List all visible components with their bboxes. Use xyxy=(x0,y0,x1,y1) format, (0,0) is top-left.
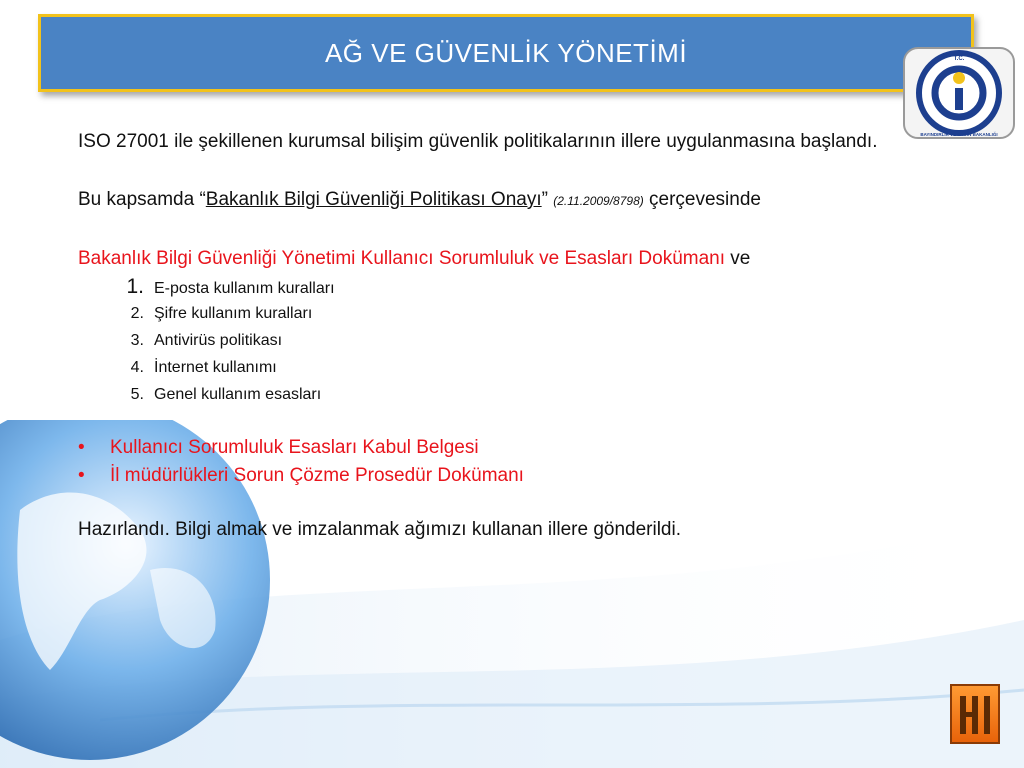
logo-top-text: T.C. xyxy=(953,56,965,62)
list-number: 5. xyxy=(130,386,144,403)
logo-ring-text: BAYINDIRLIK VE İSKAN BAKANLIĞI xyxy=(920,132,998,137)
list-item xyxy=(78,381,938,408)
list-label: Antivirüs politikası xyxy=(154,332,283,349)
scope-prefix: Bu kapsamda “ xyxy=(78,189,206,210)
document-line xyxy=(78,245,938,273)
bullet-text: Kullanıcı Sorumluluk Esasları Kabul Belgesi xyxy=(110,437,479,458)
corner-logo-icon xyxy=(952,686,998,742)
bullet-icon: • xyxy=(78,465,85,486)
bullet-item xyxy=(78,434,938,462)
list-item xyxy=(78,273,938,300)
document-title: Bakanlık Bilgi Güvenliği Yönetimi Kullanıcı Sorumluluk ve Esasları Dokümanı xyxy=(78,248,726,269)
list-label: E-posta kullanım kuralları xyxy=(154,280,335,297)
list-label: Şifre kullanım kuralları xyxy=(154,305,313,322)
document-suffix: ve xyxy=(725,248,751,269)
closing-text: Hazırlandı. Bilgi almak ve imzalanmak ağımızı kullanan illere gönderildi. xyxy=(78,519,681,540)
corner-logo xyxy=(950,684,1000,744)
title-bar xyxy=(38,14,974,92)
list-number: 2. xyxy=(130,305,144,322)
list-item xyxy=(78,354,938,381)
page-title: AĞ VE GÜVENLİK YÖNETİMİ xyxy=(324,37,688,68)
list-item xyxy=(78,300,938,327)
scope-line xyxy=(78,186,938,215)
numbered-list xyxy=(78,273,938,408)
list-number: 1. xyxy=(126,275,144,298)
bullet-list xyxy=(78,434,938,490)
bullet-icon: • xyxy=(78,437,85,458)
policy-link[interactable]: Bakanlık Bilgi Güvenliği Politikası Onayı xyxy=(205,189,542,210)
scope-reference: (2.11.2009/8798) xyxy=(553,194,644,208)
intro-text: ISO 27001 ile şekillenen kurumsal bilişim güvenlik politikalarının illere uygulanmasına başlandı. xyxy=(78,131,878,152)
list-label: İnternet kullanımı xyxy=(154,359,277,376)
scope-close-quote: ” xyxy=(541,189,554,210)
slide-content xyxy=(78,128,938,544)
bullet-text: İl müdürlükleri Sorun Çözme Prosedür Dokümanı xyxy=(110,465,524,486)
bullet-item xyxy=(78,462,938,490)
list-number: 4. xyxy=(130,359,144,376)
list-number: 3. xyxy=(130,332,144,349)
list-label: Genel kullanım esasları xyxy=(154,386,322,403)
list-item xyxy=(78,327,938,354)
scope-suffix: çerçevesinde xyxy=(643,189,761,210)
